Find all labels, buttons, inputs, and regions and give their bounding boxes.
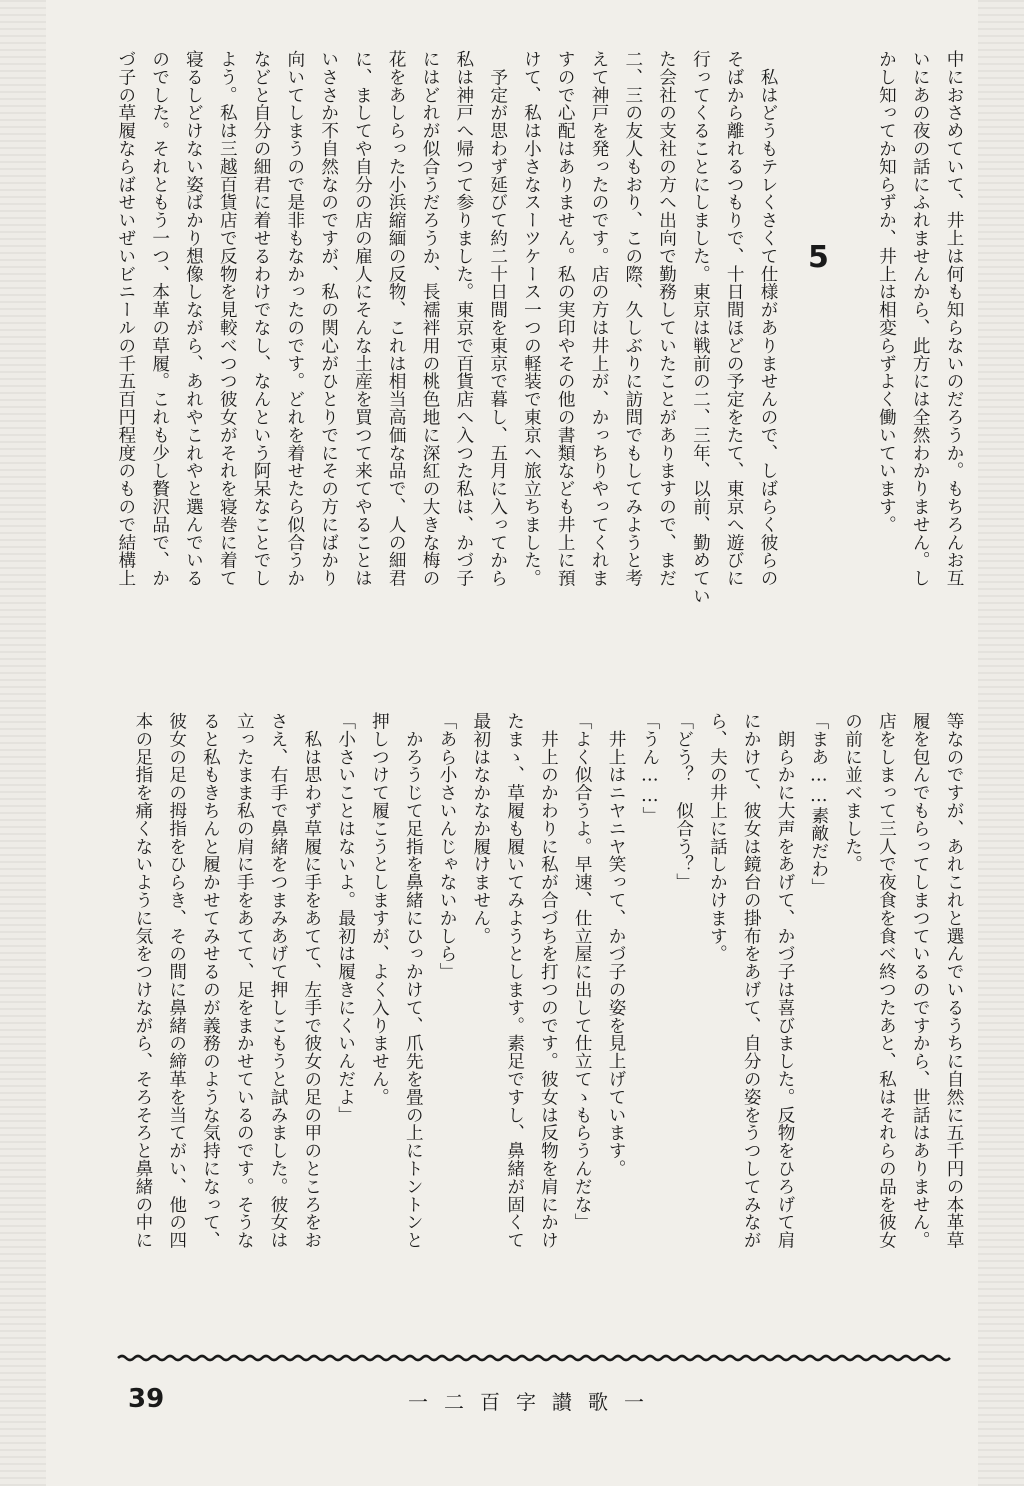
text-line: たまゝ、草履も履いてみようとします。素足ですし、鼻緒が固くて [504,712,525,1249]
text-line: さえ、右手で鼻緒をつまみあげて押しこもうと試みました。彼女は [268,712,289,1249]
text-line: などと自分の細君に着せるわけでなし、なんという阿呆なことでし [251,50,272,587]
text-line: えて神戸を発ったのです。店の方は井上が、かっちりやってくれま [589,50,610,587]
section-number: 5 [808,240,829,275]
text-line: た会社の支社の方へ出向で勤務していたことがありますので、まだ [656,50,677,587]
text-line: 等なのですが、あれこれと選んでいるうちに自然に五千円の本革草 [944,712,964,1249]
text-line: 本の足指を痛くないように気をつけながら、そろそろと鼻緒の中に [132,712,153,1249]
text-line: 「小さいことはないよ。最初は履きにくいんだよ」 [335,712,356,1124]
text-line: 二、三の友人もおり、この際、久しぶりに訪問でもしてみようと考 [622,50,643,587]
text-line: 「まあ……素敵だわ」 [808,712,829,896]
text-line: 彼女の足の拇指をひらき、その間に鼻緒の締革を当てがい、他の四 [166,712,187,1249]
text-line: いささか不自然なのですが、私の関心がひとりでにその方にばかり [318,50,339,587]
text-line: ると私もきちんと履かせてみせるのが義務のような気持になって、 [200,712,221,1249]
text-line: づ子の草履ならばせいぜいビニールの千五百円程度のもので結構上 [115,50,136,587]
text-line: のでした。それともう一つ、本革の草履。これも少し贅沢品で、か [149,50,170,587]
upper-right-text [770,50,970,690]
text-line: 井上のかわりに私が合づちを打つのです。彼女は反物を肩にかけ [538,712,559,1249]
text-line: 「うん……」 [639,712,660,825]
text-line: いにあの夜の話にふれませんから、此方には全然わかりません。し [910,50,931,587]
text-line: 立ったまま私の肩に手をあてて、足をまかせているのです。そうな [234,712,255,1249]
text-line: けて、私は小さなスーツケース一つの軽装で東京へ旅立ちました。 [521,50,542,587]
text-line: 私はどうもテレくさくて仕様がありませんので、しばらく彼らの [758,50,778,587]
text-line: 朗らかに大声をあげて、かづ子は喜びました。反物をひろげて肩 [775,712,796,1249]
text-line: 店をしまって三人で夜食を食べ終つたあと、私はそれらの品を彼女 [876,712,897,1249]
text-line: 花をあしらった小浜縮緬の反物、これは相当高価な品で、人の細君 [386,50,407,587]
upper-left-text [115,50,784,690]
lower-text [118,712,970,1358]
text-line: かろうじて足指を鼻緒にひっかけて、爪先を畳の上にトントンと [403,712,424,1249]
text-line: の前に並べました。 [842,712,863,874]
text-line: 押しつけて履こうとしますが、よく入りません。 [369,712,390,1106]
text-line: にはどれが似合うだろうか、長襦袢用の桃色地に深紅の大きな梅の [420,50,441,587]
text-line: 履を包んでもらってしまつているのですから、世話はありません。 [910,712,931,1249]
scan-edge-left [0,0,46,1486]
text-line: 予定が思わず延びて約二十日間を東京で暮し、五月に入ってから [487,50,508,587]
text-line: 井上はニヤニヤ笑って、かづ子の姿を見上げています。 [606,712,627,1178]
scan-edge-right [978,0,1024,1486]
page-number: 39 [128,1384,165,1414]
text-line: 最初はなかなか履けません。 [470,712,491,945]
text-line: ら、夫の井上に話しかけます。 [707,712,728,963]
text-line: 行ってくることにしました。東京は戦前の二、三年、以前、勤めてい [690,50,711,605]
text-line: すので心配はありません。私の実印やその他の書類なども井上に預 [555,50,576,587]
text-line: かし知ってか知らずか、井上は相変らずよく働いています。 [876,50,897,534]
wavy-divider [118,1352,950,1364]
running-title: 一二百字讃歌一 [408,1390,660,1414]
text-line: 「よく似合うよ。早速、仕立屋に出して仕立てゝもらうんだな」 [572,712,593,1232]
text-line: 「あら小さいんじゃないかしら」 [437,712,458,981]
text-line: そばから離れるつもりで、十日間ほどの予定をたて、東京へ遊びに [724,50,745,587]
text-line: 「どう？ 似合う？」 [673,712,694,891]
text-line: にかけて、彼女は鏡台の掛布をあげて、自分の姿をうつしてみなが [741,712,762,1249]
text-line: に、ましてや自分の店の雇人にそんな土産を買つて来てやることは [352,50,373,587]
text-line: 向いてしまうので是非もなかったのです。どれを着せたら似合うか [284,50,305,587]
text-line: 私は神戸へ帰つて参りました。東京で百貨店へ入つた私は、かづ子 [453,50,474,587]
text-line: よう。私は三越百貨店で反物を見較べつつ彼女がそれを寝巻に着て [217,50,238,587]
text-line: 寝るしどけない姿ばかり想像しながら、あれやこれやと選んでいる [183,50,204,587]
text-line: 中におさめていて、井上は何も知らないのだろうか。もちろんお互 [944,50,964,587]
text-line: 私は思わず草履に手をあてて、左手で彼女の足の甲のところをお [301,712,322,1249]
